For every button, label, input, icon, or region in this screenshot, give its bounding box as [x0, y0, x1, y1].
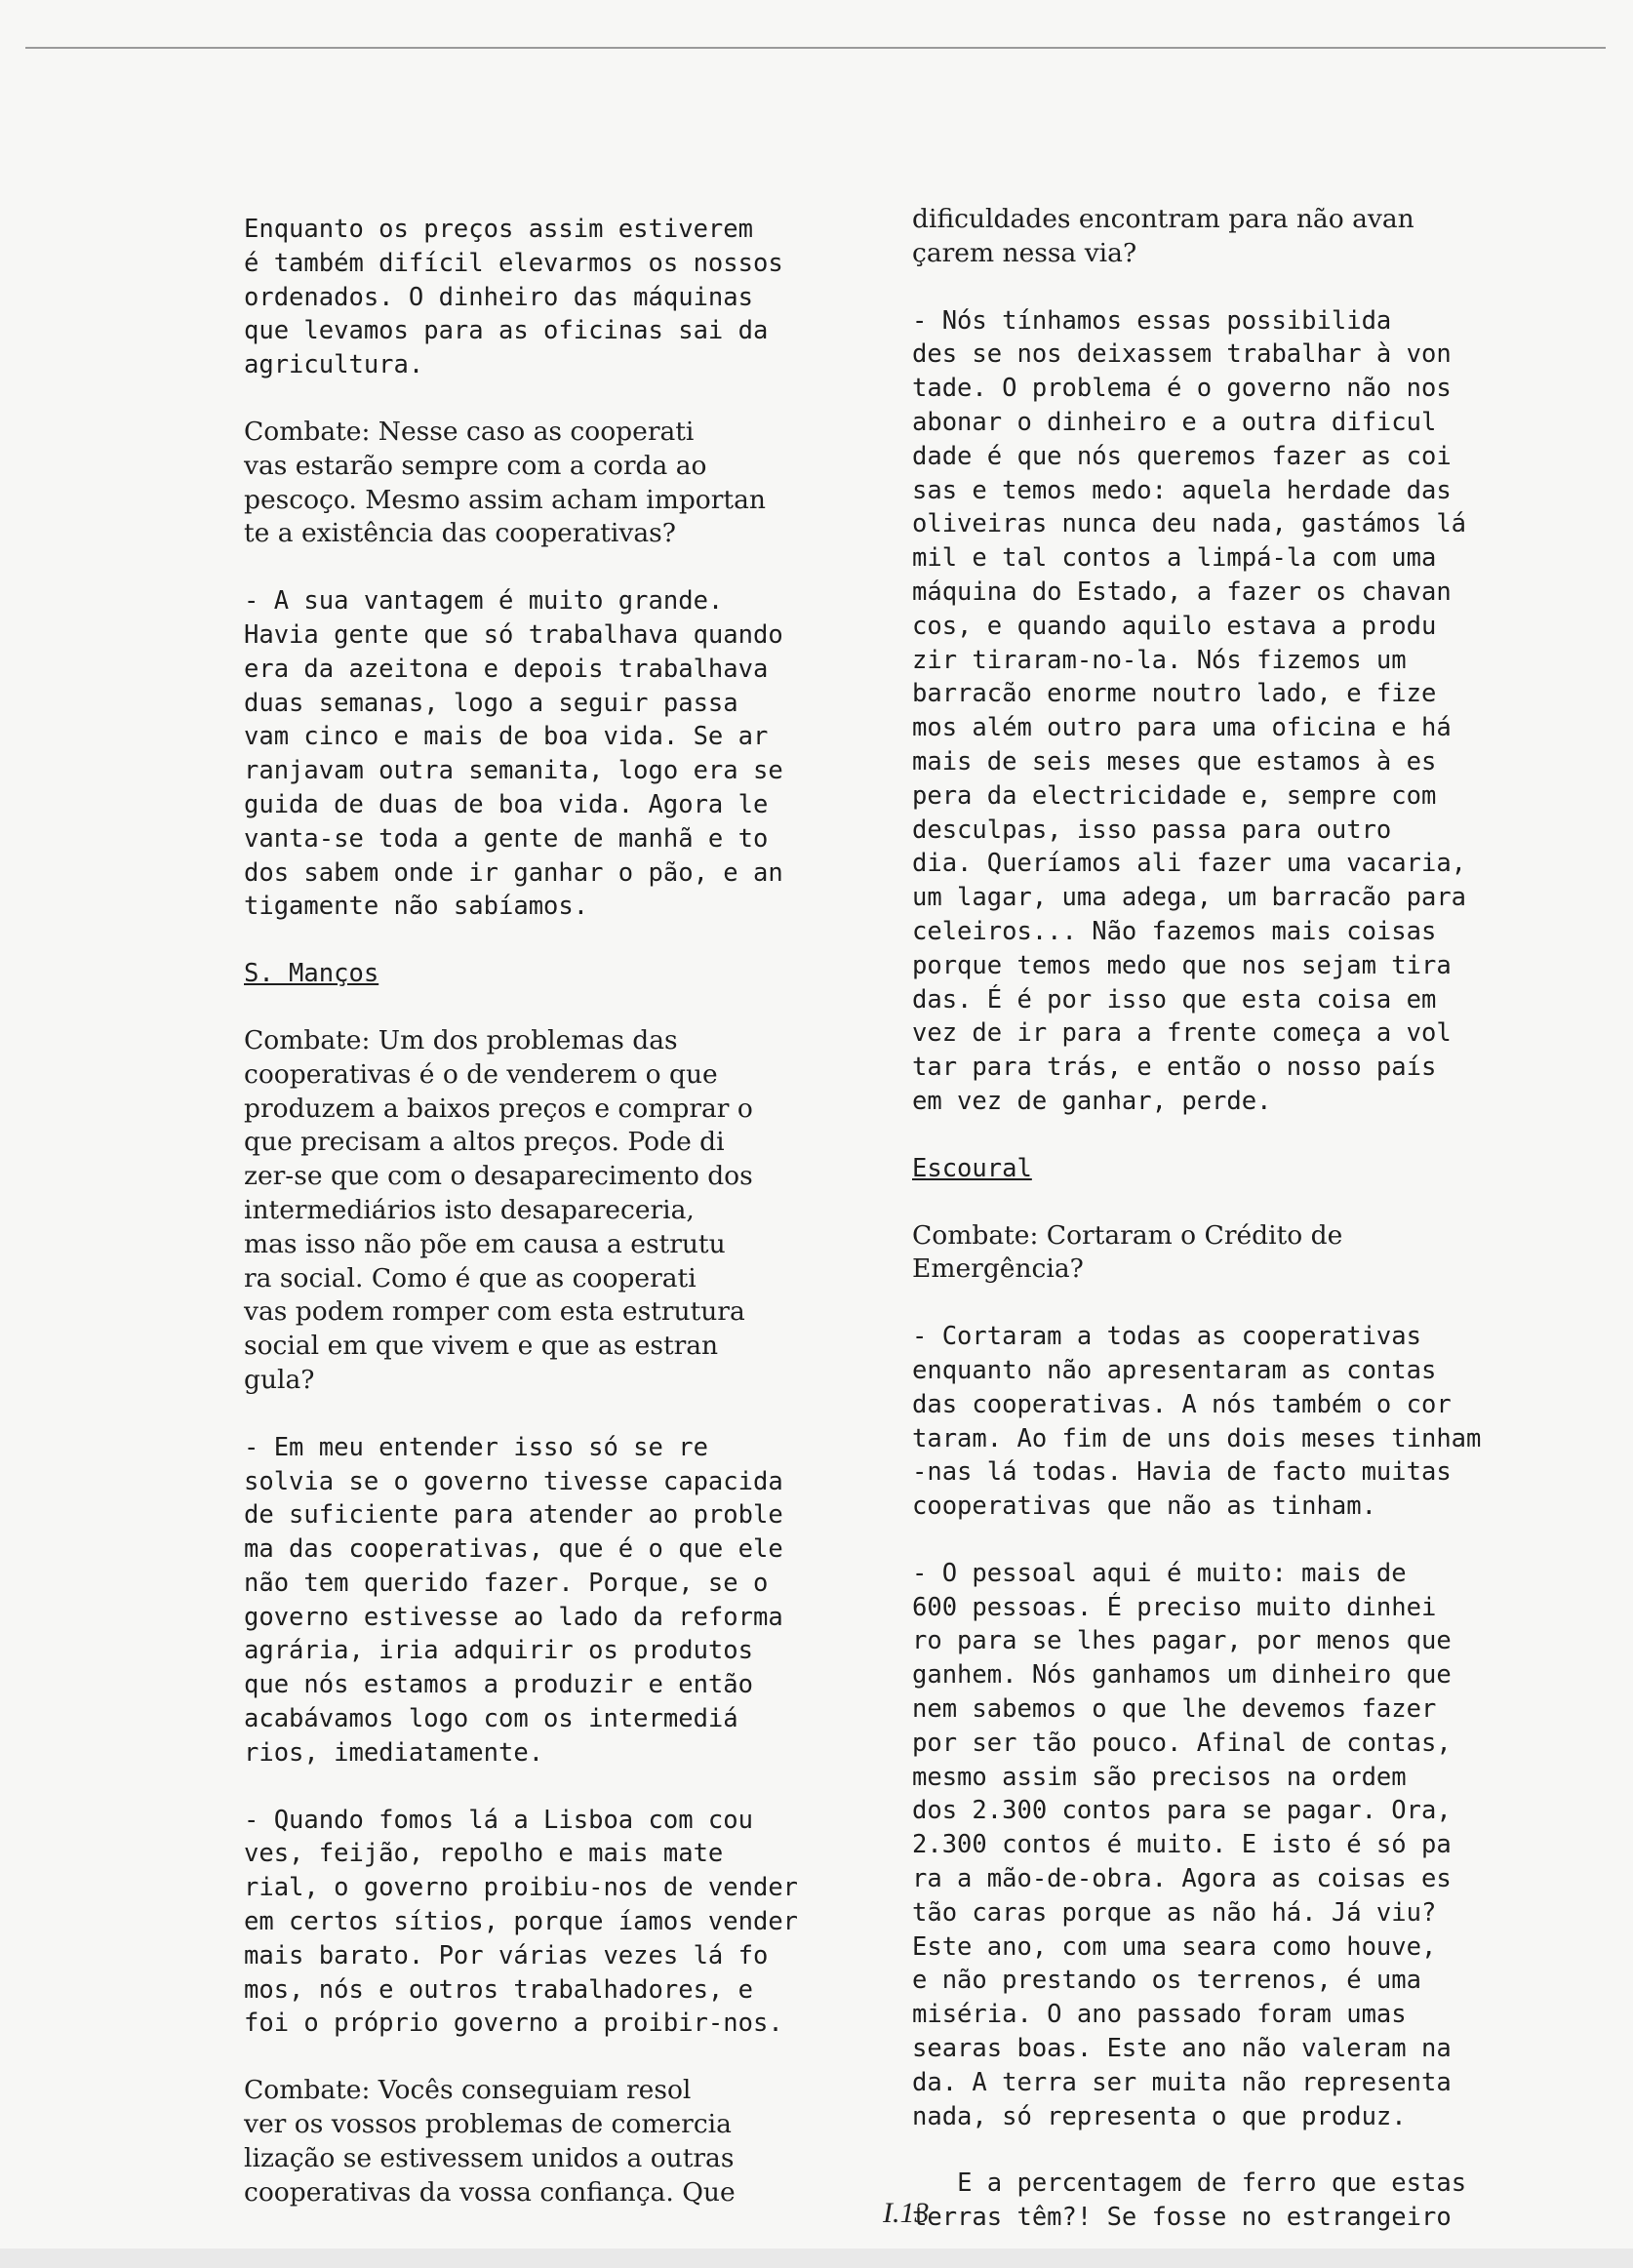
right-column [912, 203, 1556, 2268]
page-top-edge [25, 47, 1606, 49]
section-heading-escoural: Escoural [912, 1153, 1032, 1183]
right-paragraph-3: Combate: Cortaram o Crédito de Emergência? [912, 1219, 1343, 1285]
right-paragraph-5: - O pessoal aqui é muito: mais de 600 pessoas. É preciso muito dinhei ro para se lhes pagar, por menos que ganhem. Nós ganhamos um dinheiro que nem sabemos o que lhe devemos fazer por ser tão pouco. Afinal de contas, mesmo assim são precisos na ordem dos 2.300 contos para se pagar. Ora, 2.300 contos é muito. E isto é só pa ra a mão-de-obra. Agora as coisas es tão caras porque as não há. Já viu? Este ano, com uma seara como houve, e não prestando os terrenos, é uma miséria. O ano passado foram umas searas boas. Este ano não valeram na da. A terra ser muita não representa nada, só representa o que produz. [912, 1558, 1452, 2131]
left-paragraph-4: Combate: Um dos problemas das cooperativas é o de venderem o que produzem a baixos preços e comprar o que precisam a altos preços. Pode di zer-se que com o desaparecimento dos intermediários isto desapareceria, mas isso não põe em causa a estrutu ra social. Como é que as cooperati vas podem romper com esta estrutura social em que vivem e que as estran gula? [244, 1024, 753, 1395]
right-paragraph-6: E a percentagem de ferro que estas terras têm?! Se fosse no estrangeiro [912, 2169, 1467, 2233]
left-paragraph-6: - Quando fomos lá a Lisboa com cou ves, feijão, repolho e mais mate rial, o governo proibiu-nos de vender em certos sítios, porque íamos vender mais barato. Por várias vezes lá fo mos, nós e outros trabalhadores, e foi o próprio governo a proibir-nos. [244, 1805, 799, 2039]
page-number: I.13 [883, 2197, 930, 2229]
right-paragraph-1: dificuldades encontram para não avan çarem nessa via? [912, 204, 1414, 268]
right-paragraph-2: - Nós tínhamos essas possibilida des se nos deixassem trabalhar à von tade. O problema é o governo não nos abonar o dinheiro e a outra dificul dade é que nós queremos fazer as coi sas e temos medo: aquela herdade das oliveiras nunca deu nada, gastámos lá mil e tal contos a limpá-la com uma máquina do Estado, a fazer os chavan cos, e quando aquilo estava a produ zir tiraram-no-la. Nós fizemos um barracão enorme noutro lado, e fize mos além outro para uma oficina e há mais de seis meses que estamos à es pera da electricidade e, sempre com desculpas, isso passa para outro dia. Queríamos ali fazer uma vacaria, um lagar, uma adega, um barracão para celeiros... Não fazemos mais coisas porque temos medo que nos sejam tira das. É é por isso que esta coisa em vez de ir para a frente começa a vol tar para trás, e então o nosso país em vez de ganhar, perde. [912, 305, 1467, 1116]
left-paragraph-3: - A sua vantagem é muito grande. Havia gente que só trabalhava quando era da azeitona e depois trabalhava duas semanas, logo a seguir passa vam cinco e mais de boa vida. Se ar ranjavam outra semanita, logo era se guida de duas de boa vida. Agora le vanta-se toda a gente de manhã e to dos sabem onde ir ganhar o pão, e an tigamente não sabíamos. [244, 586, 783, 922]
right-paragraph-4: - Cortaram a todas as cooperativas enquanto não apresentaram as contas das cooperativas. A nós também o cor taram. Ao fim de uns dois meses tinham -nas lá todas. Havia de facto muitas cooperativas que não as tinham. [912, 1322, 1482, 1522]
left-paragraph-1: Enquanto os preços assim estiverem é também difícil elevarmos os nossos ordenados. O dinheiro das máquinas que levamos para as oficinas sai da agricultura. [244, 215, 783, 380]
section-heading-s-mancos: S. Manços [244, 959, 379, 989]
left-column [244, 213, 868, 2243]
left-paragraph-7: Combate: Vocês conseguiam resol ver os vossos problemas de comercia lização se estivessem unidos a outras cooperativas da vossa confiança. Que [244, 2075, 736, 2208]
left-paragraph-5: - Em meu entender isso só se re solvia se o governo tivesse capacida de suficiente para atender ao proble ma das cooperativas, que é o que ele não tem querido fazer. Porque, se o governo estivesse ao lado da reforma agrária, iria adquirir os produtos que nós estamos a produzir e então acabávamos logo com os intermediá rios, imediatamente. [244, 1432, 783, 1768]
left-paragraph-2: Combate: Nesse caso as cooperati vas estarão sempre com a corda ao pescoço. Mesmo assim acham importan te a existência das cooperativas? [244, 416, 766, 549]
